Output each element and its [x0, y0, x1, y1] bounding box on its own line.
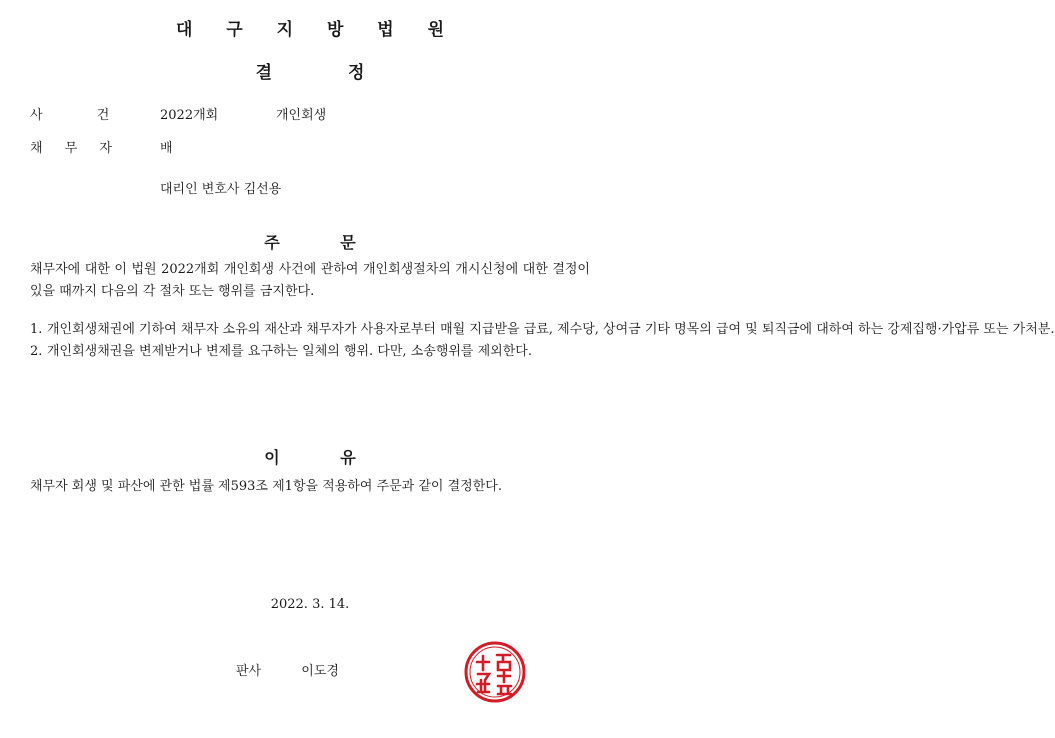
order-item	[30, 319, 1055, 341]
case-name: 개인회생	[276, 108, 327, 123]
order-item-number: 2.	[30, 344, 43, 359]
decision-date: 2022. 3. 14.	[270, 597, 350, 612]
judge-name: 이도경	[301, 664, 339, 679]
reason-heading: 이 유	[264, 448, 356, 467]
order-item-text: 개인회생채권을 변제받거나 변제를 요구하는 일체의 행위. 다만, 소송행위를 제외한다.	[47, 344, 532, 359]
judge-signature	[236, 660, 339, 679]
case-label: 사 건	[30, 108, 110, 123]
order-heading: 주 문	[264, 233, 356, 252]
judge-seal-icon	[463, 640, 527, 704]
judge-title: 판사	[236, 664, 262, 679]
order-list	[30, 319, 1055, 363]
case-number: 2022개회	[160, 108, 219, 123]
court-name: 대 구 지 방 법 원	[175, 20, 459, 40]
order-item	[30, 341, 570, 363]
order-item-number: 1.	[30, 322, 43, 337]
order-item-text: 개인회생채권에 기하여 채무자 소유의 재산과 채무자가 사용자로부터 매월 지급받을 급료, 제수당, 상여금 기타 명목의 급여 및 퇴직금에 대하여 하는 강제집행·가압류 또는 가처분.	[47, 322, 1055, 337]
representative: 대리인 변호사 김선용	[160, 182, 282, 197]
order-intro: 채무자에 대한 이 법원 2022개회 개인회생 사건에 관하여 개인회생절차의 개시신청에 대한 결정이 있을 때까지 다음의 각 절차 또는 행위를 금지한다.	[30, 262, 590, 299]
debtor-label: 채 무 자	[30, 141, 112, 156]
reason-text: 채무자 회생 및 파산에 관한 법률 제593조 제1항을 적용하여 주문과 같이 결정한다.	[30, 479, 502, 494]
document-title: 결 정	[255, 63, 365, 83]
debtor-name: 배	[160, 141, 173, 156]
